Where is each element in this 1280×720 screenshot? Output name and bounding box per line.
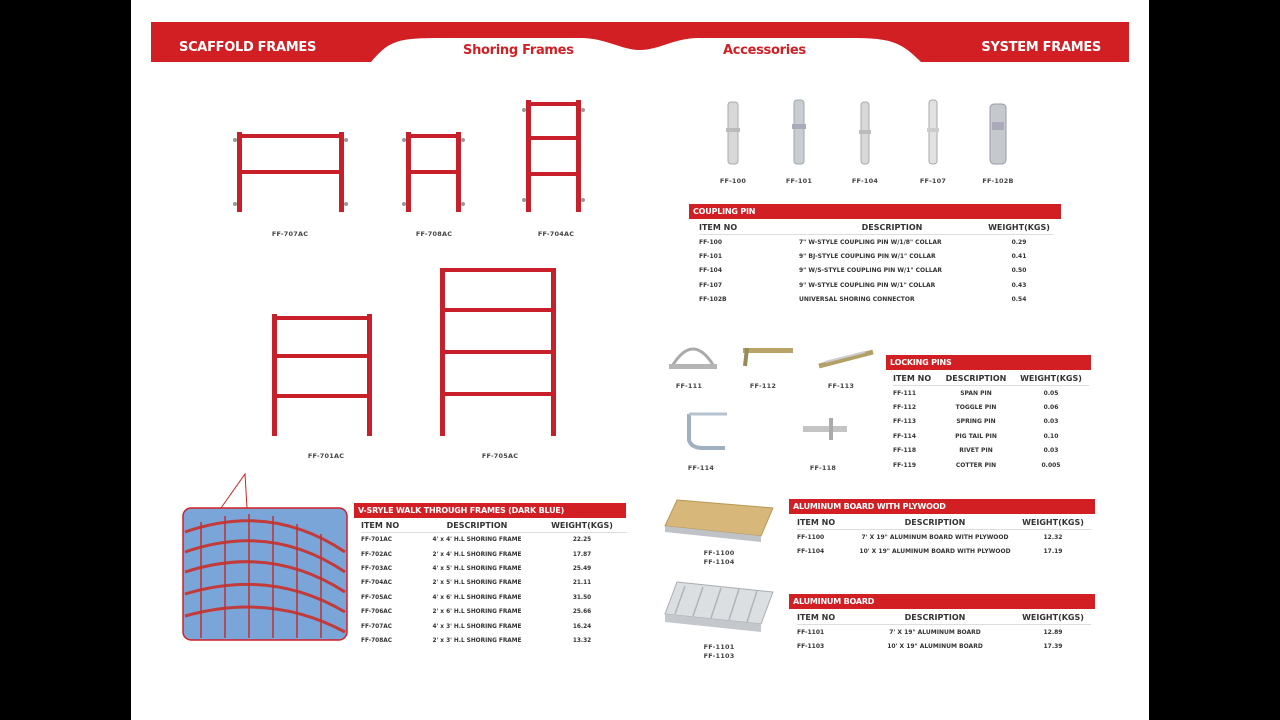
spring-pin-image [815,344,877,374]
banner-system-frames[interactable]: SYSTEM FRAMES [981,40,1101,55]
coupling-pin-label: FF-101 [785,177,813,185]
table-row: FF-102B UNIVERSAL SHORING CONNECTOR 0.54 [699,296,1027,304]
frame-label: FF-708AC [415,230,453,238]
aluminum-board-image [663,576,775,638]
catalog-banner [151,22,1129,62]
frame-label: FF-705AC [481,452,519,460]
table-row: FF-114 PIG TAIL PIN 0.10 [893,432,1059,440]
table-row: FF-113 SPRING PIN 0.03 [893,418,1059,426]
plywood-board-image [663,490,775,546]
coupling-pin-ff100-image [725,100,741,166]
table-row: FF-706AC 2' x 6' H.L SHORING FRAME 25.66 [361,609,592,616]
locking-item-label: FF-118 [809,464,837,472]
col-item-no: ITEM NO [797,515,855,530]
col-weight: WEIGHT(KGS) [1015,515,1091,530]
frame-ff707ac-image [231,128,351,214]
locking-item-label: FF-112 [749,382,777,390]
walk-through-table [361,518,627,648]
col-weight: WEIGHT(KGS) [537,518,627,533]
walk-through-header: V-SRYLE WALK THROUGH FRAMES (DARK BLUE) [354,503,626,518]
frame-ff701ac-image [267,310,379,438]
banner-scaffold-frames[interactable]: SCAFFOLD FRAMES [179,40,317,55]
locking-pins-header: LOCKING PINS [886,355,1091,370]
coupling-pin-label: FF-100 [719,177,747,185]
toggle-pin-image [737,342,797,372]
table-row: FF-704AC 2' x 5' H.L SHORING FRAME 21.11 [361,580,592,587]
system-frames-photo [181,472,349,642]
table-row: FF-703AC 4' x 5' H.L SHORING FRAME 25.49 [361,565,592,572]
coupling-pin-label: FF-107 [919,177,947,185]
coupling-pin-ff102b-image [987,102,1009,166]
span-pin-image [665,338,721,374]
table-row: FF-119 COTTER PIN 0.005 [893,461,1061,469]
table-row: FF-112 TOGGLE PIN 0.06 [893,404,1059,412]
coupling-pin-ff101-image [791,98,807,166]
frame-label: FF-701AC [307,452,345,460]
aluminum-plywood-header: ALUMINUM BOARD WITH PLYWOOD [789,499,1095,514]
table-row: FF-708AC 2' x 3' H.L SHORING FRAME 13.32 [361,637,592,644]
table-row: FF-1100 7' X 19" ALUMINUM BOARD WITH PLYWOOD 12.32 [797,533,1063,541]
table-row: FF-1104 10' X 19" ALUMINUM BOARD WITH PLYWOOD 17.19 [797,548,1063,556]
aluminum-board-label: FF-1101 FF-1103 [703,643,735,660]
locking-pins-table [893,371,1089,472]
locking-item-label: FF-114 [687,464,715,472]
col-description: DESCRIPTION [799,220,985,235]
plywood-board-label: FF-1100 FF-1104 [703,549,735,566]
table-row: FF-100 7" W-STYLE COUPLING PIN W/1/8" COLLAR 0.29 [699,238,1027,246]
col-description: DESCRIPTION [417,518,537,533]
col-item-no: ITEM NO [361,518,417,533]
col-weight: WEIGHT(KGS) [1013,371,1089,386]
frame-label: FF-704AC [537,230,575,238]
col-item-no: ITEM NO [797,610,855,625]
coupling-pin-header: COUPLING PIN [689,204,1061,219]
pig-tail-pin-image [679,410,731,452]
banner-shoring-frames[interactable]: Shoring Frames [463,43,574,58]
catalog-page [131,0,1149,720]
table-row: FF-104 9" W/S-STYLE COUPLING PIN W/1" COLLAR 0.50 [699,267,1027,275]
col-description: DESCRIPTION [855,515,1015,530]
locking-item-label: FF-111 [675,382,703,390]
frame-ff704ac-image [521,96,587,214]
frame-ff705ac-image [435,264,561,438]
coupling-pin-ff104-image [857,100,873,166]
col-item-no: ITEM NO [893,371,939,386]
col-description: DESCRIPTION [939,371,1013,386]
table-row: FF-118 RIVET PIN 0.03 [893,447,1059,455]
table-row: FF-701AC 4' x 4' H.L SHORING FRAME 22.25 [361,537,592,544]
frame-label: FF-707AC [271,230,309,238]
banner-accessories[interactable]: Accessories [723,43,806,58]
coupling-pin-label: FF-102B [982,177,1014,185]
coupling-pin-label: FF-104 [851,177,879,185]
table-row: FF-702AC 2' x 4' H.L SHORING FRAME 17.87 [361,551,592,558]
aluminum-plywood-table [797,515,1091,559]
aluminum-board-header: ALUMINUM BOARD [789,594,1095,609]
table-row: FF-1103 10' X 19" ALUMINUM BOARD 17.39 [797,643,1063,651]
col-weight: WEIGHT(KGS) [1015,610,1091,625]
table-row: FF-707AC 4' x 3' H.L SHORING FRAME 16.24 [361,623,592,630]
table-row: FF-1101 7' X 19" ALUMINUM BOARD 12.89 [797,628,1063,636]
table-row: FF-111 SPAN PIN 0.05 [893,389,1059,397]
locking-item-label: FF-113 [827,382,855,390]
table-row: FF-101 9" BJ-STYLE COUPLING PIN W/1" COLLAR 0.41 [699,253,1027,261]
col-item-no: ITEM NO [699,220,799,235]
table-row: FF-107 9" W-STYLE COUPLING PIN W/1" COLLAR 0.43 [699,281,1027,289]
aluminum-board-table [797,610,1091,654]
col-weight: WEIGHT(KGS) [985,220,1053,235]
table-row: FF-705AC 4' x 6' H.L SHORING FRAME 31.50 [361,594,592,601]
rivet-pin-image [801,414,849,444]
coupling-pin-ff107-image [925,98,941,166]
col-description: DESCRIPTION [855,610,1015,625]
frame-ff708ac-image [401,128,467,214]
coupling-pin-table [699,220,1053,307]
